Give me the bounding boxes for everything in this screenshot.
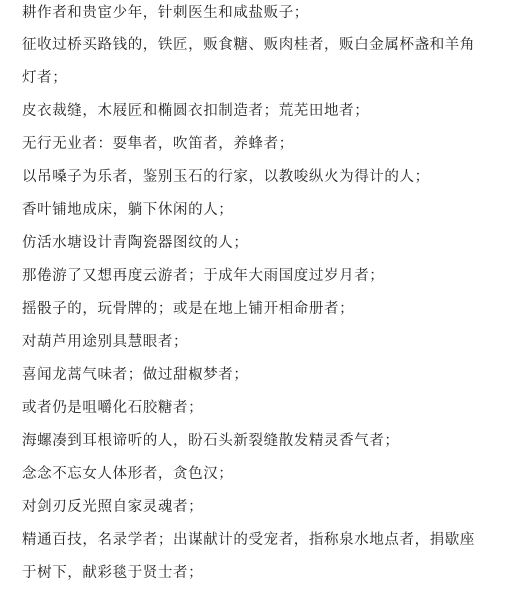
text-line: 灯者； [22,70,68,86]
text-line: 耕作者和贵宦少年，针刺医生和咸盐贩子； [22,5,309,21]
text-line: 以吊嗓子为乐者，鉴别玉石的行家，以教唆纵火为得计的人； [22,169,430,185]
text-line: 念念不忘女人体形者，贪色汉； [22,466,234,482]
text-line: 海螺凑到耳根谛听的人，盼石头新裂缝散发精灵香气者； [22,433,400,449]
text-line: 对葫芦用途别具慧眼者； [22,334,189,350]
text-line: 摇骰子的，玩骨牌的；或是在地上铺开相命册者； [22,301,355,317]
text-line: 喜闻龙蒿气味者；做过甜椒梦者； [22,367,249,383]
text-line: 征收过桥买路钱的，铁匠，贩食糖、贩肉桂者，贩白金属杯盏和羊角 [22,37,475,53]
text-line: 于树下，献彩毯于贤士者； [22,565,204,581]
text-line: 精通百技，名录学者；出谋献计的受宠者，指称泉水地点者，捐歇座 [22,532,475,548]
text-line: 那倦游了又想再度云游者；于成年大雨国度过岁月者； [22,268,385,284]
text-line: 皮衣裁缝，木屐匠和椭圆衣扣制造者；荒芜田地者； [22,103,370,119]
text-line: 或者仍是咀嚼化石胶糖者； [22,400,204,416]
text-line: 香叶铺地成床，躺下休闲的人； [22,202,234,218]
text-line: 无行无业者：耍隼者，吹笛者，养蜂者； [22,136,294,152]
text-line: 仿活水塘设计青陶瓷器图纹的人； [22,235,249,251]
text-line: 对剑刃反光照自家灵魂者； [22,499,204,515]
